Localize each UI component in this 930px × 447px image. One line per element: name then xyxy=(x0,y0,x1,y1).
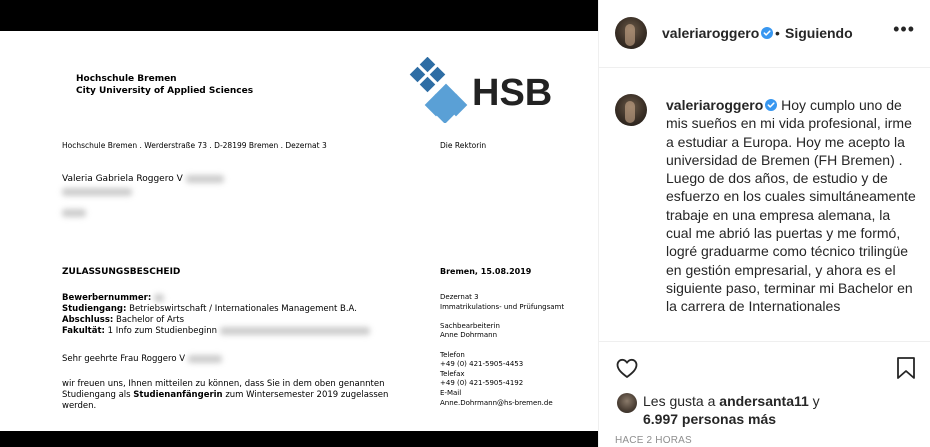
redacted-text xyxy=(220,327,370,335)
post-side-panel xyxy=(598,0,930,447)
sidebar-line: +49 (0) 421-5905-4453 xyxy=(440,360,524,369)
avatar[interactable] xyxy=(615,17,647,49)
sidebar-line xyxy=(440,341,564,351)
field-value: Betriebswirtschaft / Internationales Management B.A. xyxy=(129,304,357,314)
sidebar-line: Dezernat 3 xyxy=(440,293,479,301)
likes-prefix: Les gusta a xyxy=(643,393,720,409)
recipient-name-text: Valeria Gabriela Roggero V xyxy=(62,174,183,184)
like-heart-icon[interactable] xyxy=(615,356,639,380)
more-options-icon[interactable]: ••• xyxy=(893,19,915,39)
university-line-1: Hochschule Bremen xyxy=(76,74,177,84)
sidebar-line: Immatrikulations- und Prüfungsamt xyxy=(440,302,565,311)
salutation-text: Sehr geehrte Frau Roggero V xyxy=(62,354,186,364)
recipient-name xyxy=(62,174,224,184)
admission-letter xyxy=(0,31,598,431)
post-caption xyxy=(666,96,916,316)
field-row xyxy=(62,293,370,304)
liker-username[interactable]: andersanta11 xyxy=(719,393,809,409)
rektorin-label: Die Rektorin xyxy=(440,141,487,150)
sidebar-line: Telefon xyxy=(440,350,465,359)
contact-sidebar xyxy=(440,293,564,408)
field-label: Fakultät: xyxy=(62,326,105,336)
post-actions xyxy=(599,341,930,447)
field-label: Studiengang: xyxy=(62,304,127,314)
admission-fields xyxy=(62,293,370,337)
letter-body xyxy=(62,379,412,412)
avatar[interactable] xyxy=(615,94,647,126)
university-line-2: City University of Applied Sciences xyxy=(76,86,254,96)
redacted-address xyxy=(62,188,132,196)
field-value: Bachelor of Arts xyxy=(116,315,185,325)
likes-count[interactable]: 6.997 personas más xyxy=(643,411,777,427)
sidebar-line: Anne Dohrmann xyxy=(440,331,498,340)
caption-text-continued: Luego de dos años, de estudio y de esfuerzo en los cuales simultáneamente trabaje en una empresa alemana, la cual me abrió las puertas y me formó, logré graduarme como técnico trilingüe en gestión empresarial, y ahora es el siguiente paso, terminar mi Bachelor en la carrera de Internationales xyxy=(666,170,916,315)
salutation xyxy=(62,354,222,364)
following-button[interactable]: Siguiendo xyxy=(785,25,853,41)
sidebar-line: Sachbearbeiterin xyxy=(440,321,500,330)
username-text[interactable]: valeriaroggero xyxy=(662,25,760,41)
redacted-text xyxy=(154,294,164,302)
letter-heading: ZULASSUNGSBESCHEID xyxy=(62,267,181,277)
likes-summary xyxy=(643,392,820,428)
caption-username[interactable]: valeriaroggero xyxy=(666,97,764,113)
redacted-text xyxy=(186,175,224,183)
post-timestamp[interactable]: HACE 2 HORAS xyxy=(615,435,692,446)
verified-badge-icon xyxy=(761,27,773,39)
field-value: 1 Info zum Studienbeginn xyxy=(107,326,218,336)
redacted-text xyxy=(188,355,222,363)
sidebar-line: Telefax xyxy=(440,369,465,378)
redacted-city xyxy=(62,209,86,217)
header-username[interactable] xyxy=(662,25,773,41)
body-line: werden. xyxy=(62,401,97,411)
separator-dot: • xyxy=(775,25,780,41)
sidebar-line: +49 (0) 421-5905-4192 xyxy=(440,379,524,388)
likes-middle: y xyxy=(808,393,820,409)
field-label: Bewerbernummer: xyxy=(62,293,152,303)
field-row xyxy=(62,304,370,315)
body-line: Studiengang als Studienanfängerin zum Wintersemester 2019 zugelassen xyxy=(62,390,389,400)
liker-avatar[interactable] xyxy=(617,393,637,413)
sidebar-line: Anne.Dohrmann@hs-bremen.de xyxy=(440,398,553,407)
logo-text: HSB xyxy=(472,72,553,114)
sender-address: Hochschule Bremen . Werderstraße 73 . D-28199 Bremen . Dezernat 3 xyxy=(62,141,327,150)
field-row xyxy=(62,315,370,326)
verified-badge-icon xyxy=(765,99,777,111)
field-row xyxy=(62,326,370,337)
hsb-logo xyxy=(408,57,558,123)
body-line: wir freuen uns, Ihnen mitteilen zu können, dass Sie in dem oben genannten xyxy=(62,379,385,389)
caption-text: Hoy cumplo uno de mis sueños en mi vida profesional, irme a estudiar a Europa. Hoy me acepto la universidad de Bremen (FH Bremen) . xyxy=(666,97,912,168)
field-label: Abschluss: xyxy=(62,315,114,325)
sidebar-line xyxy=(440,312,564,322)
letter-date: Bremen, 15.08.2019 xyxy=(440,267,532,276)
sidebar-line: E-Mail xyxy=(440,388,462,397)
comments-area[interactable] xyxy=(599,69,930,341)
post-header xyxy=(599,0,930,68)
university-name xyxy=(76,73,253,97)
save-bookmark-icon[interactable] xyxy=(895,356,917,380)
